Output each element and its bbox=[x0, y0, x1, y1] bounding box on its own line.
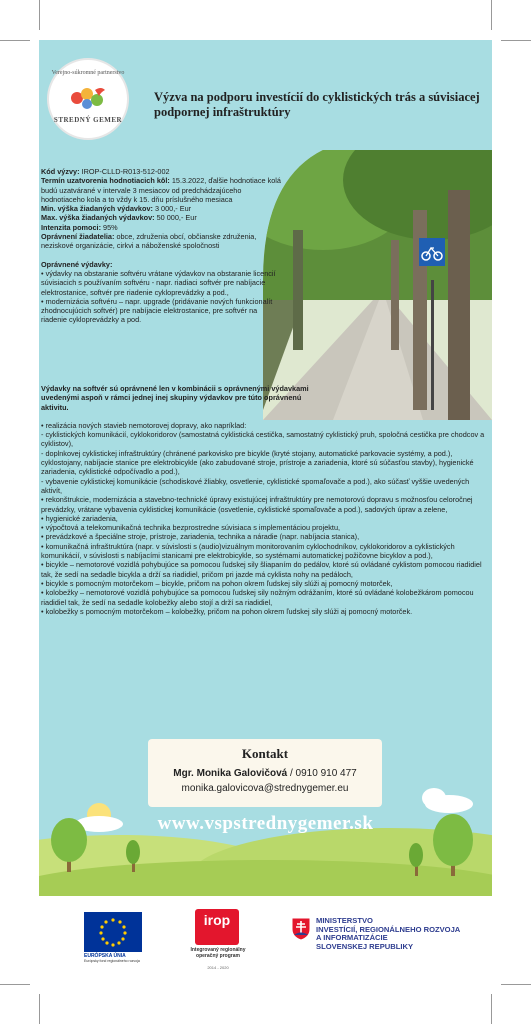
website-link[interactable]: www.vspstrednygemer.sk bbox=[157, 813, 374, 834]
irop-label bbox=[180, 947, 256, 959]
applicants-value: obce, združenia obcí, občianske združenia, neziskové organizácie, cirkvi a náboženské spoločnosti bbox=[41, 232, 257, 251]
list-item: • výpočtová a telekomunikačná technika bezprostredne súvisiaca s implementáciou projektu, bbox=[41, 523, 341, 533]
eu-sub: Európsky fond regionálneho rozvoja bbox=[84, 959, 140, 963]
crop-mark bbox=[501, 984, 531, 985]
list-item: • bicykle s pomocným motorčekom – bicykle, pričom na pohon okrem ľudskej sily slúži aj pomocný motorček, bbox=[41, 578, 393, 588]
software-note: Výdavky na softvér sú oprávnené len v kombinácii s oprávnenými výdavkami uvedenými aspoň v rámci jednej inej skupiny výdavkov pre túto oprávnenú aktivitu. bbox=[41, 384, 309, 412]
contact-heading: Kontakt bbox=[241, 746, 289, 761]
poster-title: Výzva na podporu investícií do cyklistických trás a súvisiacej podpornej infraštruktúry bbox=[154, 90, 480, 119]
min-label: Min. výška žiadaných výdavkov: bbox=[41, 204, 153, 214]
list-item: - cyklistických komunikácií, cyklokoridorov (samostatná cyklistická cestička, samostatný cyklistický pruh, spoločná cestička pre chodcov a cyklistov), bbox=[41, 430, 485, 449]
list-item: - vybavenie cyklistickej komunikácie (schodiskové žliabky, osvetlenie, cyklistické spomaľovače a pod.), ako súčasť vyššie uvedených aktivít, bbox=[41, 476, 470, 495]
ministry-logo-text bbox=[316, 917, 460, 951]
crop-mark bbox=[0, 40, 30, 41]
eligible-list bbox=[41, 384, 487, 616]
eu-flag-icon bbox=[84, 912, 142, 952]
deadline-value: 15.3.2022, ďalšie hodnotiace kolá budú uzatvárané v intervale 3 mesiacov od predchádzajúceho hodnotiaceho kola a to vždy k 15. dňu príslušného mesiaca bbox=[41, 176, 281, 204]
intensity-label: Intenzita pomoci: bbox=[41, 222, 101, 232]
list-item: - doplnkovej cyklistickej infraštruktúry (chránené parkovisko pre bicykle (kryté stojany, automatické parkovacie systémy, a pod.), cyklostojany, nabíjacie stanice pre elektrobicykle (ako zabudované stroje, prístroje a zariadenia, ktoré sú súčasťou stavby), hygienické zariadenia, cyklistické odpočívadlo a pod.), bbox=[41, 448, 474, 477]
list-item: • rekonštrukcie, modernizácia a stavebno-technické úpravy existujúcej infraštruktúry pre nemotorovú dopravu s možnosťou celoročnej prevádzky, vrátane vybavenia cyklistickej komunikácie (osvetlenie, cyklistické spomaľovače a pod.), sadových úprav a zelene, bbox=[41, 495, 473, 514]
logo-strednygemer bbox=[47, 58, 129, 140]
list-item: • prevádzkové a špeciálne stroje, prístroje, zariadenia, technika a náradie (napr. nabíjacia stanica), bbox=[41, 532, 360, 542]
list-item: • realizácia nových stavieb nemotorovej dopravy, ako napríklad: bbox=[41, 420, 247, 430]
contact-phone[interactable]: / 0910 910 477 bbox=[289, 768, 357, 779]
call-info bbox=[41, 167, 281, 325]
contact-box bbox=[148, 739, 382, 807]
crop-mark bbox=[39, 994, 40, 1024]
eligible-heading: Oprávnené výdavky: bbox=[41, 259, 113, 269]
slovak-coat-of-arms-icon bbox=[291, 917, 311, 941]
irop-logo-text: irop bbox=[203, 912, 231, 928]
eu-label: EURÓPSKA ÚNIA bbox=[84, 953, 126, 959]
eligible-item: • výdavky na obstaranie softvéru vrátane výdavkov na obstaranie licencií súvisiacich s používaním softvéru - napr. riadiaci softvér pre nabíjacie elektrostanice, softvér pre riadenie cykloprevádzky a pod., bbox=[41, 268, 276, 297]
bicycle-sign-icon bbox=[419, 238, 445, 266]
max-value: 50 000,- Eur bbox=[156, 213, 197, 223]
tree-alley-photo bbox=[263, 150, 492, 420]
irop-line2: operačný program bbox=[196, 953, 240, 959]
max-label: Max. výška žiadaných výdavkov: bbox=[41, 213, 155, 223]
deadline-label: Termín uzatvorenia hodnotiacich kôl: bbox=[41, 176, 170, 186]
code-label: Kód výzvy: bbox=[41, 167, 80, 176]
list-item: • kolobežky s pomocným motorčekom – kolobežky, pričom na pohon okrem ľudskej sily slúži aj pomocný motorček. bbox=[41, 606, 413, 616]
logo-top-text: Verejno-súkromné partnerstvo bbox=[51, 70, 125, 76]
list-item: • kolobežky – nemotorové vozidlá pohybujúce sa pomocou ľudskej sily nožným odrážaním, ktoré sú ovládané kolobežkárom pomocou riadidiel tak, že sedí na sedadle kolobežky alebo stojí a drží sa riadidiel, bbox=[41, 588, 474, 607]
list-item: • komunikačná infraštruktúra (napr. v súvislosti s (audio)vizuálnym monitorovaním cyklochodníkov, cyklokoridorov a cyklistických komunikácií, v súvislosti s nabíjacími stanicami pre elektrobicykle, so systémami automatickej požičovne bicyklov a pod.), bbox=[41, 541, 455, 561]
crop-mark bbox=[39, 0, 40, 30]
contact-email[interactable]: monika.galovicova@strednygemer.eu bbox=[181, 783, 349, 794]
ministry-line: SLOVENSKEJ REPUBLIKY bbox=[316, 941, 414, 951]
applicants-label: Oprávnení žiadatelia: bbox=[41, 232, 115, 242]
ministry-line: INVESTÍCIÍ, REGIONÁLNEHO ROZVOJA bbox=[316, 924, 461, 934]
poster bbox=[39, 40, 492, 896]
ministry-line: A INFORMATIZÁCIE bbox=[316, 933, 388, 943]
contact-name: Mgr. Monika Galovičová bbox=[173, 768, 288, 779]
crop-mark bbox=[0, 984, 30, 985]
list-item: • hygienické zariadenia, bbox=[41, 513, 118, 523]
eligible-item: • modernizácia softvéru – napr. upgrade (pridávanie nových funkcionalít zhodnocujúcich softvér) pre nabíjacie elektrostanice, pre softvér na riadenie cykloprevádzky a pod. bbox=[41, 296, 273, 325]
irop-years: 2014 - 2020 bbox=[207, 965, 229, 970]
bird-flower-icon bbox=[67, 84, 109, 114]
logo-bottom-text: STREDNÝ GEMER bbox=[53, 116, 123, 124]
crop-mark bbox=[491, 994, 492, 1024]
min-value: 3 000,- Eur bbox=[154, 204, 192, 214]
intensity-value: 95% bbox=[103, 222, 118, 232]
irop-line1: Integrovaný regionálny bbox=[190, 947, 246, 953]
crop-mark bbox=[501, 40, 531, 41]
code-value: IROP-CLLD-R013-512-002 bbox=[81, 167, 170, 176]
ministry-line: MINISTERSTVO bbox=[316, 916, 373, 925]
list-item: • bicykle – nemotorové vozidlá pohybujúce sa pomocou ľudskej sily šliapaním do pedálov, ktoré sú ovládané cyklistom pomocou riadidiel tak, že sedí na sedadle bicykla a drží sa riadidiel, pričom pri jazde má cyklista nohy na pedáloch, bbox=[41, 560, 482, 579]
crop-mark bbox=[491, 0, 492, 30]
